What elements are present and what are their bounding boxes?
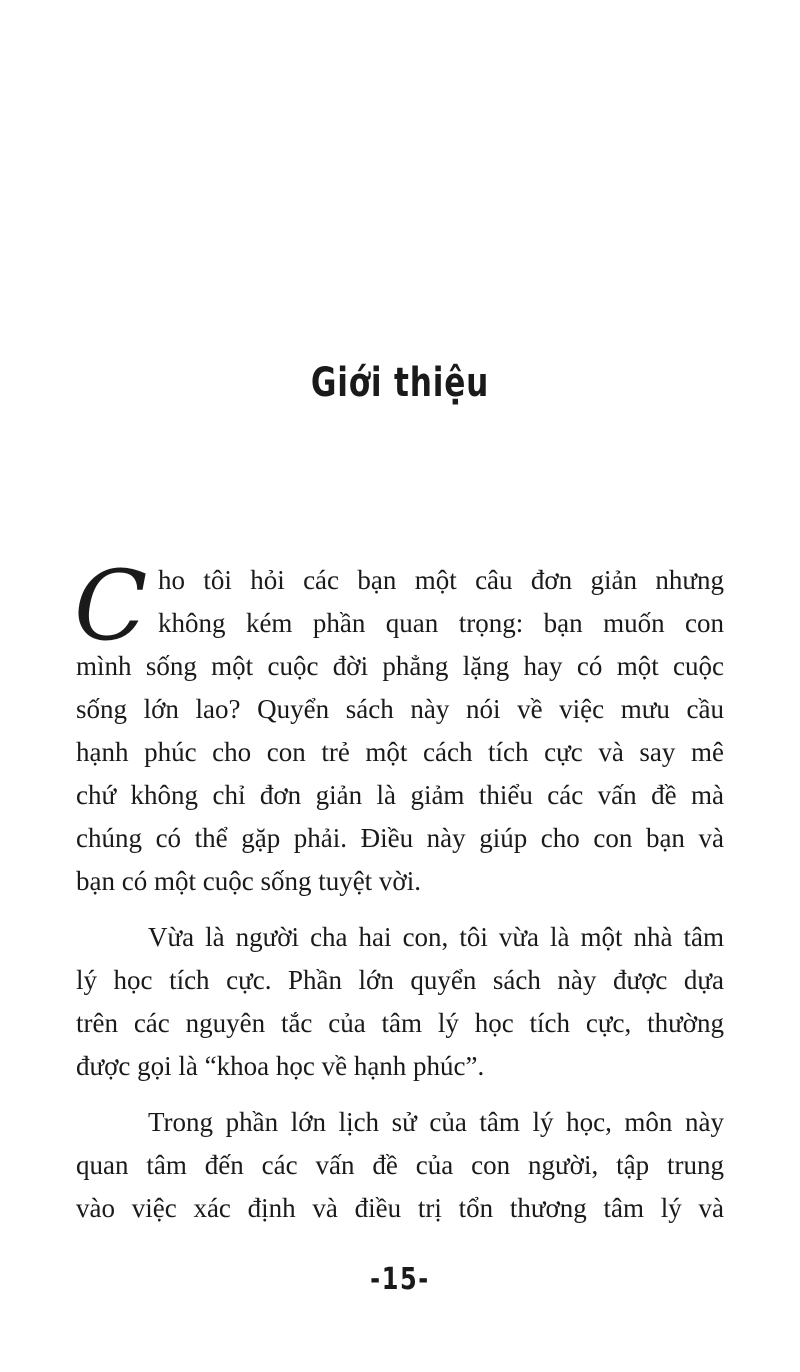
- text-line: lý học tích cực. Phần lớn quyển sách này được dựa: [76, 965, 724, 995]
- paragraph: [76, 916, 724, 1088]
- text-line: được gọi là “khoa học về hạnh phúc”.: [76, 1051, 485, 1081]
- text-line: không kém phần quan trọng: bạn muốn con: [158, 608, 724, 638]
- text-line: trên các nguyên tắc của tâm lý học tích cực, thường: [76, 1008, 724, 1038]
- text-line: quan tâm đến các vấn đề của con người, tập trung: [76, 1150, 724, 1180]
- page-number: -15-: [370, 1262, 430, 1297]
- text-line: Vừa là người cha hai con, tôi vừa là một nhà tâm: [148, 922, 724, 952]
- paragraph: [74, 550, 724, 903]
- drop-cap: C: [74, 550, 148, 662]
- text-line: Trong phần lớn lịch sử của tâm lý học, môn này: [148, 1107, 724, 1137]
- text-line: mình sống một cuộc đời phẳng lặng hay có một cuộc: [76, 651, 724, 681]
- text-line: vào việc xác định và điều trị tổn thương tâm lý và: [76, 1193, 724, 1223]
- page-title: Giới thiệu: [310, 360, 490, 406]
- text-line: chúng có thể gặp phải. Điều này giúp cho con bạn và: [76, 823, 724, 853]
- text-line: ho tôi hỏi các bạn một câu đơn giản nhưng: [158, 565, 724, 595]
- text-line: bạn có một cuộc sống tuyệt vời.: [76, 866, 421, 896]
- text-line: hạnh phúc cho con trẻ một cách tích cực và say mê: [76, 737, 724, 767]
- paragraph: [76, 1101, 724, 1230]
- body-text: [74, 550, 724, 1230]
- text-line: chứ không chỉ đơn giản là giảm thiểu các vấn đề mà: [76, 780, 724, 810]
- text-line: sống lớn lao? Quyển sách này nói về việc mưu cầu: [76, 694, 724, 724]
